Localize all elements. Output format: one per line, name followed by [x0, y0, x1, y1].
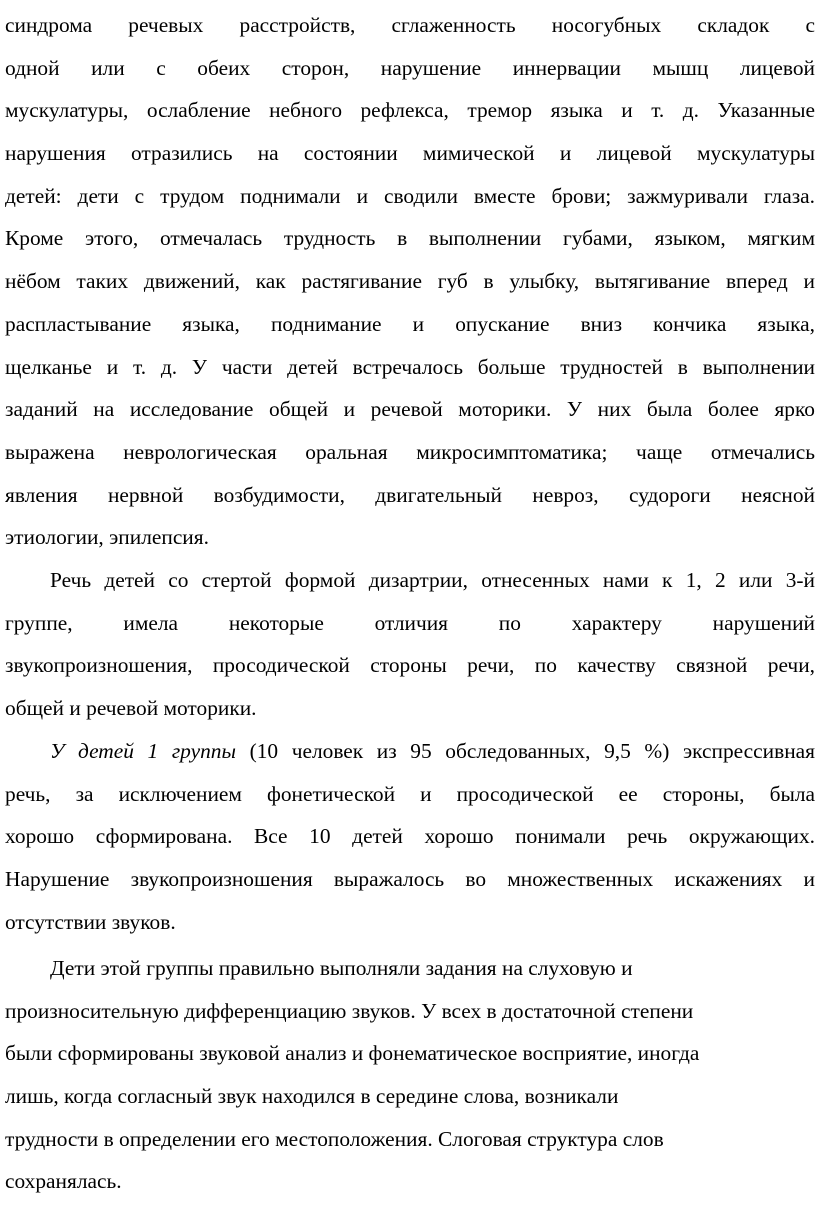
text-line: детей: дети с трудом поднимали и сводили вместе брови; зажмуривали глаза.	[5, 183, 815, 208]
text-line: мускулатуры, ослабление небного рефлекса, тремор языка и т. д. Указанные	[5, 98, 815, 123]
text-line: явления нервной возбудимости, двигательный невроз, судороги неясной	[5, 482, 815, 507]
text-line: речь, за исключением фонетической и просодической ее стороны, была	[5, 781, 815, 806]
text-line: общей и речевой моторики.	[5, 696, 257, 721]
text-line: Дети этой группы правильно выполняли задания на слуховую и	[50, 956, 633, 980]
text-line: сохранялась.	[5, 1169, 122, 1194]
text-line: Кроме этого, отмечалась трудность в выполнении губами, языком, мягким	[5, 226, 815, 251]
text-line: нёбом таких движений, как растягивание губ в улыбку, вытягивание вперед и	[5, 269, 815, 294]
text-line	[5, 730, 815, 773]
text-line: отсутствии звуков.	[5, 909, 176, 934]
text-line: выражена неврологическая оральная микросимптоматика; чаще отмечались	[5, 439, 815, 464]
paragraph-1	[5, 4, 815, 559]
text-line: одной или с обеих сторон, нарушение иннервации мышц лицевой	[5, 55, 815, 80]
text-line: Речь детей со стертой формой дизартрии, отнесенных нами к 1, 2 или 3-й	[50, 568, 815, 592]
text-fragment: (10 человек из 95 обследованных, 9,5 %) экспрессивная	[235, 739, 815, 763]
paragraph-4	[5, 947, 815, 1203]
italic-phrase: У детей 1 группы	[50, 739, 236, 763]
text-line: синдрома речевых расстройств, сглаженность носогубных складок с	[5, 13, 815, 37]
text-line: лишь, когда согласный звук находился в середине слова, возникали	[5, 1084, 619, 1109]
paragraph-3	[5, 730, 815, 943]
text-line: заданий на исследование общей и речевой моторики. У них была более ярко	[5, 397, 815, 422]
text-line: щелканье и т. д. У части детей встречалось больше трудностей в выполнении	[5, 354, 815, 379]
text-line: произносительную дифференциацию звуков. У всех в достаточной степени	[5, 998, 694, 1023]
text-line: этиологии, эпилепсия.	[5, 525, 209, 550]
text-line: распластывание языка, поднимание и опускание вниз кончика языка,	[5, 311, 815, 336]
text-line: Нарушение звукопроизношения выражалось во множественных искажениях и	[5, 867, 815, 892]
text-line: трудности в определении его местоположения. Слоговая структура слов	[5, 1126, 664, 1151]
paragraph-2	[5, 559, 815, 730]
text-line: хорошо сформирована. Все 10 детей хорошо понимали речь окружающих.	[5, 824, 815, 849]
text-line: звукопроизношения, просодической стороны речи, по качеству связной речи,	[5, 653, 815, 678]
text-line: нарушения отразились на состоянии мимической и лицевой мускулатуры	[5, 141, 815, 166]
text-line: были сформированы звуковой анализ и фонематическое восприятие, иногда	[5, 1041, 700, 1066]
text-line: группе, имела некоторые отличия по характеру нарушений	[5, 610, 815, 635]
